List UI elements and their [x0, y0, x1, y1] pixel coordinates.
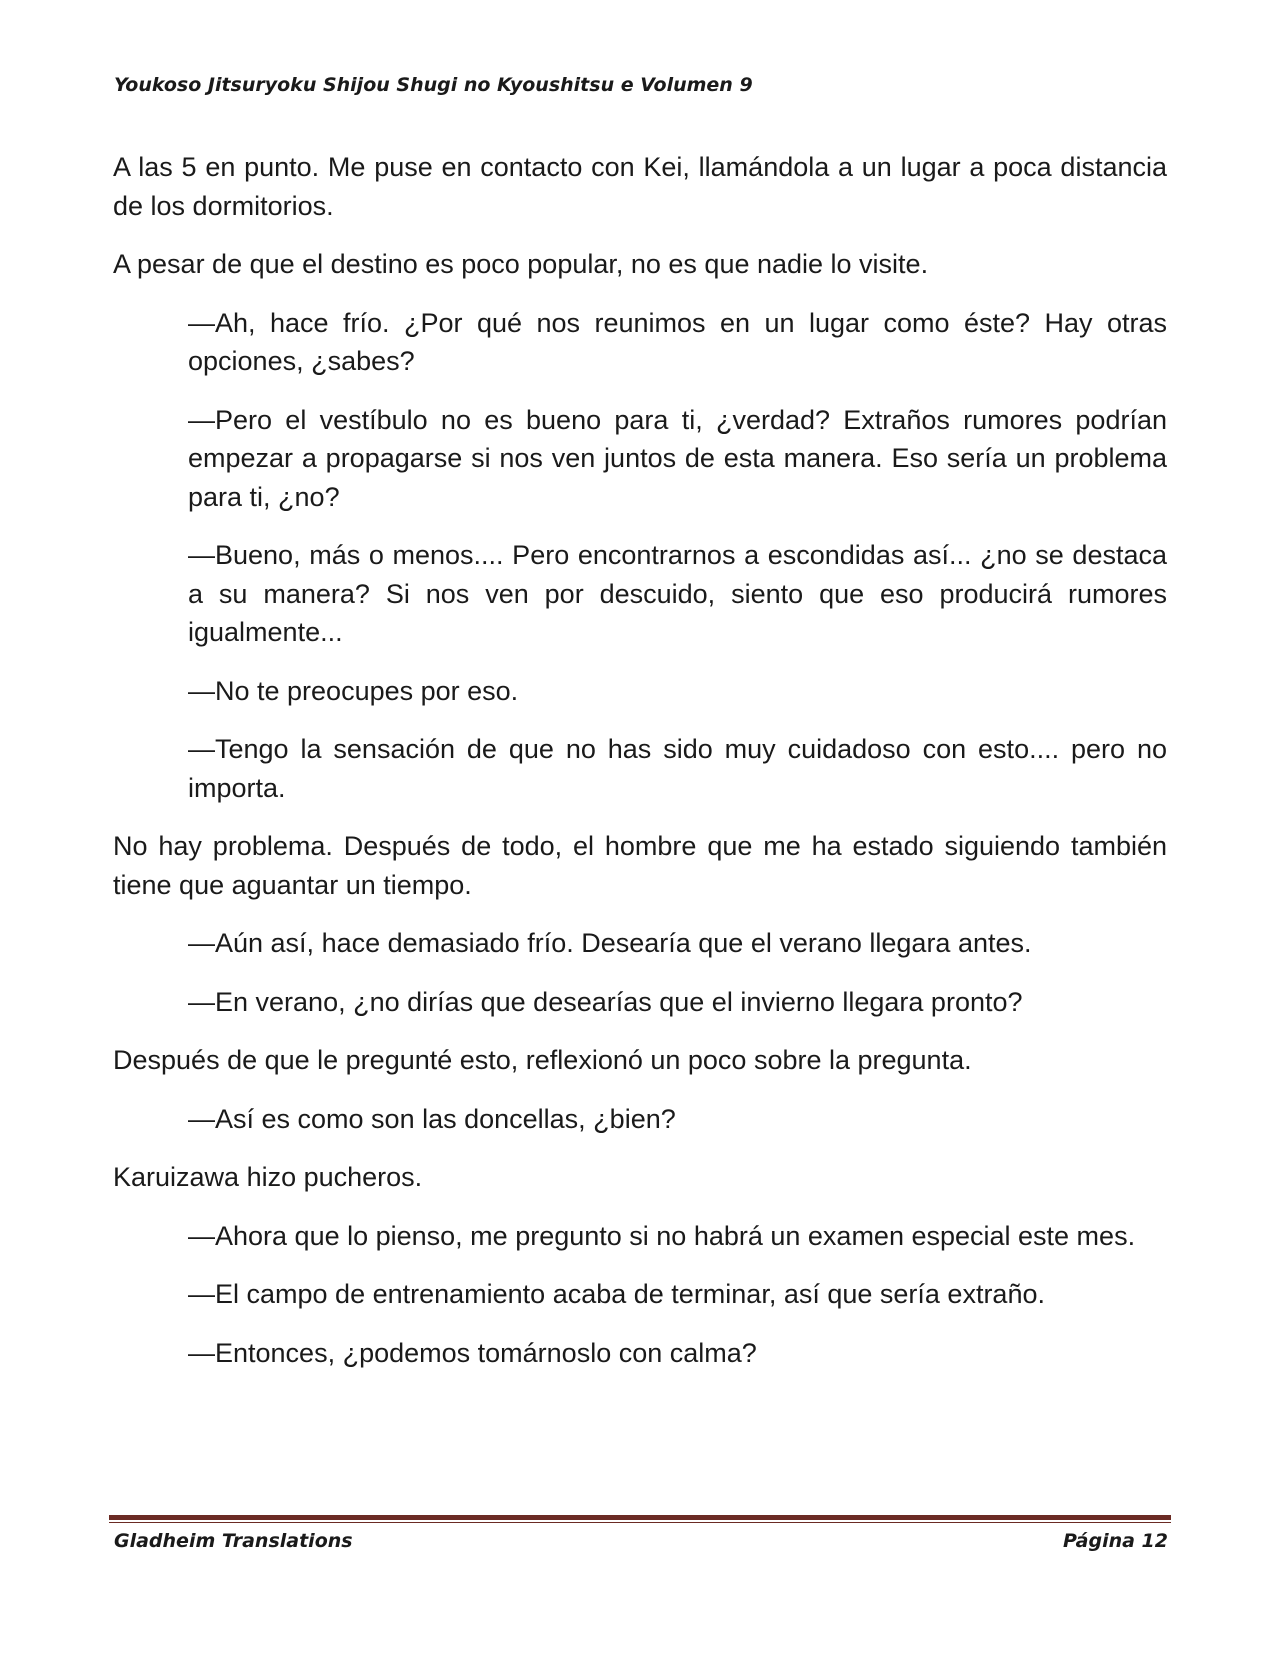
paragraph-narration: A las 5 en punto. Me puse en contacto con Kei, llamándola a un lugar a poca distancia de los dormitorios.	[113, 152, 1167, 221]
paragraph-dialogue: —Aún así, hace demasiado frío. Desearía que el verano llegara antes.	[188, 928, 1032, 958]
paragraph-narration: No hay problema. Después de todo, el hombre que me ha estado siguiendo también tiene que aguantar un tiempo.	[113, 831, 1167, 900]
paragraph-dialogue: —Tengo la sensación de que no has sido muy cuidadoso con esto.... pero no importa.	[188, 734, 1167, 803]
paragraph-dialogue: —El campo de entrenamiento acaba de terminar, así que sería extraño.	[188, 1279, 1045, 1309]
running-header: Youkoso Jitsuryoku Shijou Shugi no Kyoushitsu e Volumen 9	[114, 74, 753, 96]
footer-publisher: Gladheim Translations	[114, 1530, 353, 1552]
body-text	[113, 148, 1167, 1392]
paragraph-dialogue: —Bueno, más o menos.... Pero encontrarnos a escondidas así... ¿no se destaca a su manera? Si nos ven por descuido, siento que eso producirá rumores igualmente...	[188, 540, 1167, 647]
paragraph-dialogue: —No te preocupes por eso.	[188, 675, 519, 706]
paragraph-narration: Después de que le pregunté esto, reflexionó un poco sobre la pregunta.	[113, 1045, 972, 1075]
footer-rule	[109, 1515, 1171, 1520]
footer-rule-thin	[109, 1522, 1171, 1523]
paragraph-dialogue: —Ah, hace frío. ¿Por qué nos reunimos en un lugar como éste? Hay otras opciones, ¿sabes?	[188, 307, 1167, 376]
paragraph-narration: Karuizawa hizo pucheros.	[113, 1162, 423, 1192]
paragraph-dialogue: —Pero el vestíbulo no es bueno para ti, ¿verdad? Extraños rumores podrían empezar a propagarse si nos ven juntos de esta manera. Eso sería un problema para ti, ¿no?	[188, 404, 1167, 512]
paragraph-narration: A pesar de que el destino es poco popular, no es que nadie lo visite.	[113, 249, 929, 279]
paragraph-dialogue: —Así es como son las doncellas, ¿bien?	[188, 1103, 676, 1134]
paragraph-dialogue: —En verano, ¿no dirías que desearías que el invierno llegara pronto?	[188, 986, 1023, 1017]
page-number: Página 12	[1062, 1530, 1168, 1552]
paragraph-dialogue: —Ahora que lo pienso, me pregunto si no habrá un examen especial este mes.	[188, 1220, 1136, 1251]
paragraph-dialogue: —Entonces, ¿podemos tomárnoslo con calma?	[188, 1337, 757, 1368]
